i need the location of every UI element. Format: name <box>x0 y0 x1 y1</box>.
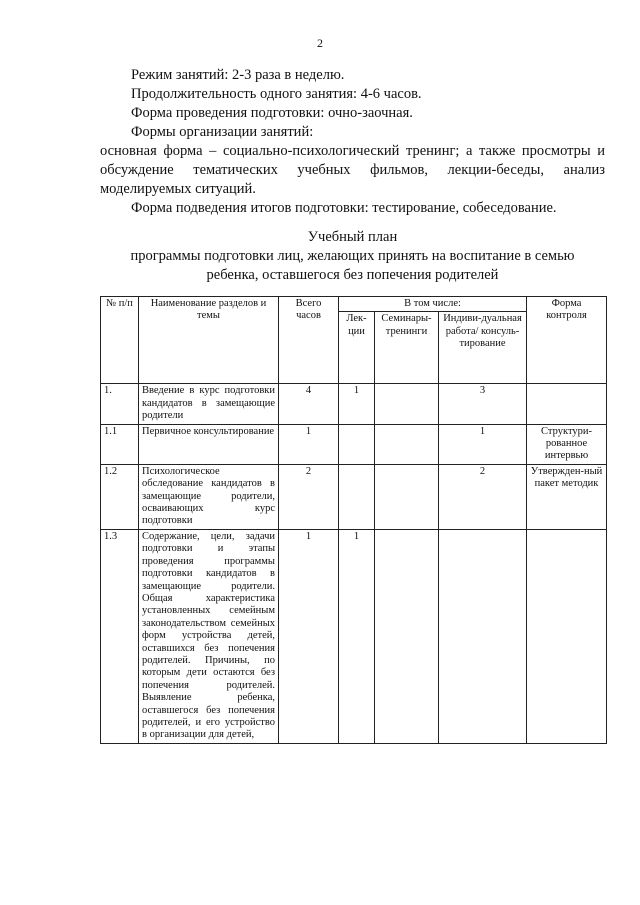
table-row <box>101 464 607 529</box>
table-row <box>101 529 607 743</box>
row-control <box>527 529 607 743</box>
row-num: 1.3 <box>101 529 139 743</box>
table-header-row <box>101 297 607 312</box>
row-seminars <box>375 464 439 529</box>
results-form-text: Форма подведения итогов подготовки: тестирование, собеседование. <box>131 200 557 216</box>
header-including: В том числе: <box>339 297 527 312</box>
row-seminars <box>375 529 439 743</box>
row-lectures <box>339 464 375 529</box>
row-individual: 2 <box>439 464 527 529</box>
row-name: Содержание, цели, задачи подготовки и этапы проведения программы подготовки кандидатов в замещающие родители. Общая характеристика установленных семейным законодательством семейных форм устройства детей, оставшихся без попечения родителей. Причины, по которым дети остаются без попечения родителей. Выявление ребенка, оставшегося без попечения родителей, и его устройство в организации для детей, <box>139 529 279 743</box>
header-lectures: Лек-ции <box>339 312 375 384</box>
row-num: 1.2 <box>101 464 139 529</box>
header-individual: Индиви-дуальная работа/ консуль-тирование <box>439 312 527 384</box>
plan-title-block <box>100 228 605 285</box>
row-control: Утвержден-ный пакет методик <box>527 464 607 529</box>
header-seminars: Семинары-тренинги <box>375 312 439 384</box>
plan-subtitle-line2: ребенка, оставшегося без попечения родителей <box>206 267 499 283</box>
header-total: Всего часов <box>279 297 339 384</box>
row-lectures: 1 <box>339 384 375 424</box>
row-name: Психологическое обследование кандидатов в замещающие родители, осваивающих курс подготовки <box>139 464 279 529</box>
table-row <box>101 384 607 424</box>
row-total: 1 <box>279 529 339 743</box>
row-num: 1. <box>101 384 139 424</box>
main-form-text: основная форма – социально-психологический тренинг; а также просмотры и обсуждение тематических учебных фильмов, лекции-беседы, анализ моделируемых ситуаций. <box>100 143 605 197</box>
row-individual <box>439 529 527 743</box>
row-num: 1.1 <box>101 424 139 464</box>
row-total: 4 <box>279 384 339 424</box>
header-name: Наименование разделов и темы <box>139 297 279 384</box>
row-control <box>527 384 607 424</box>
row-seminars <box>375 384 439 424</box>
plan-heading: Учебный план <box>307 229 398 245</box>
header-control: Форма контроля <box>527 297 607 384</box>
organization-forms-text: Формы организации занятий: <box>131 124 314 140</box>
training-form-text: Форма проведения подготовки: очно-заочная. <box>131 105 413 121</box>
row-name: Введение в курс подготовки кандидатов в замещающие родители <box>139 384 279 424</box>
row-individual: 3 <box>439 384 527 424</box>
row-lectures <box>339 424 375 464</box>
curriculum-table <box>100 296 607 744</box>
row-lectures: 1 <box>339 529 375 743</box>
header-num: № п/п <box>101 297 139 384</box>
plan-subtitle-line1: программы подготовки лиц, желающих принять на воспитание в семью <box>130 248 575 264</box>
intro-section <box>100 66 605 218</box>
duration-text: Продолжительность одного занятия: 4-6 часов. <box>131 86 422 102</box>
page-number: 2 <box>317 36 323 50</box>
row-name: Первичное консультирование <box>139 424 279 464</box>
row-individual: 1 <box>439 424 527 464</box>
table-row <box>101 424 607 464</box>
row-seminars <box>375 424 439 464</box>
row-total: 2 <box>279 464 339 529</box>
schedule-text: Режим занятий: 2-3 раза в неделю. <box>131 67 345 83</box>
row-total: 1 <box>279 424 339 464</box>
row-control: Структури-рованное интервью <box>527 424 607 464</box>
